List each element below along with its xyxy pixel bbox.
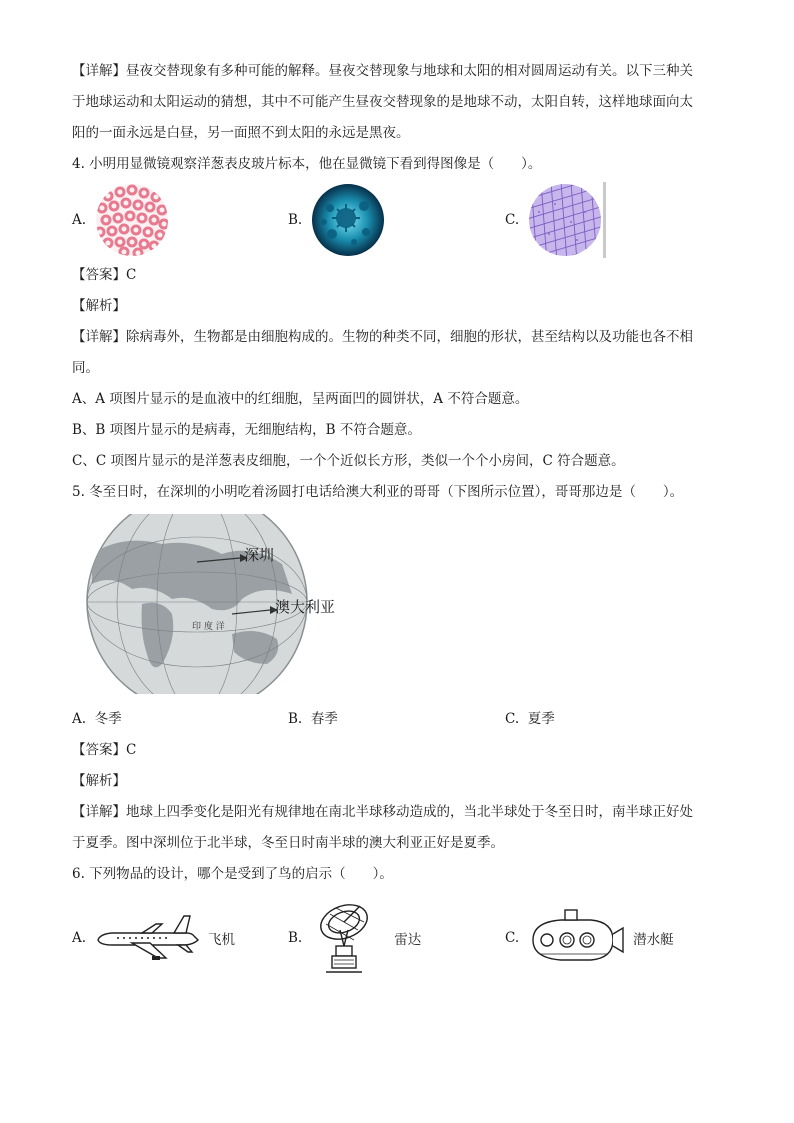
globe-image	[82, 514, 412, 694]
q5-choice-b-letter: B.	[288, 711, 303, 727]
q5-choices	[72, 704, 722, 735]
map-label-australia: 澳大利亚	[275, 598, 336, 616]
q5-choice-c-letter: C.	[505, 711, 520, 727]
globe-figure	[72, 514, 722, 704]
q5-detail-line2: 于夏季。图中深圳位于北半球，冬至日时南半球的澳大利亚正好是夏季。	[72, 835, 504, 851]
map-label-shenzhen: 深圳	[244, 546, 275, 564]
prev-detail-line3: 阳的一面永远是白昼，另一面照不到太阳的永远是黑夜。	[72, 125, 410, 141]
red-blood-cells-image	[94, 182, 170, 258]
q6-option-c-text: 潜水艇	[633, 932, 674, 948]
onion-epidermis-image	[527, 182, 609, 258]
q6-option-a-text: 飞机	[208, 932, 236, 948]
q4-answer: 【答案】C	[72, 267, 137, 283]
prev-detail-line1: 【详解】昼夜交替现象有多种可能的解释。昼夜交替现象与地球和太阳的相对圆周运动有关。以下三种关	[72, 63, 693, 79]
q4-option-c[interactable]	[505, 180, 609, 260]
q5-choice-a-text: 冬季	[94, 711, 122, 727]
q5-choice-c[interactable]	[505, 704, 555, 735]
prev-detail-line2: 于地球运动和太阳运动的猜想，其中不可能产生昼夜交替现象的是地球不动，太阳自转，这样地球面向太	[72, 94, 693, 110]
submarine-icon	[527, 906, 627, 970]
radar-icon	[310, 900, 380, 976]
q6-option-b-letter: B.	[288, 930, 303, 946]
q6-options	[72, 898, 722, 982]
q5-stem: 5. 冬至日时，在深圳的小明吃着汤圆打电话给澳大利亚的哥哥（下图所示位置），哥哥那边是（ ）。	[72, 484, 684, 500]
q4-detail-a: A、A 项图片显示的是血液中的红细胞，呈两面凹的圆饼状，A 不符合题意。	[72, 391, 529, 407]
globe-inner-label: 印 度 洋	[192, 622, 225, 632]
q6-option-a[interactable]	[72, 898, 235, 978]
q5-answer: 【答案】C	[72, 742, 137, 758]
page-content	[72, 56, 722, 982]
virus-image	[310, 182, 386, 258]
q5-choice-b-text: 春季	[310, 711, 338, 727]
q4-option-c-letter: C.	[505, 212, 520, 228]
airplane-icon	[94, 910, 202, 966]
q4-options	[72, 180, 722, 260]
q4-detail-b: B、B 项图片显示的是病毒，无细胞结构，B 不符合题意。	[72, 422, 421, 438]
q6-option-c[interactable]	[505, 898, 674, 978]
q5-choice-a[interactable]	[72, 704, 122, 735]
q4-option-a[interactable]	[72, 180, 170, 260]
q4-stem: 4. 小明用显微镜观察洋葱表皮玻片标本，他在显微镜下看到得图像是（ ）。	[72, 156, 542, 172]
q5-choice-a-letter: A.	[72, 711, 87, 727]
q4-option-a-letter: A.	[72, 212, 87, 228]
q4-option-b-letter: B.	[288, 212, 303, 228]
q5-choice-c-text: 夏季	[527, 711, 555, 727]
q6-stem: 6. 下列物品的设计，哪个是受到了鸟的启示（ ）。	[72, 866, 393, 882]
q4-detail-line2: 同。	[72, 360, 99, 376]
q5-choice-b[interactable]	[288, 704, 338, 735]
q5-detail-line1: 【详解】地球上四季变化是阳光有规律地在南北半球移动造成的，当北半球处于冬至日时，南半球正好处	[72, 804, 693, 820]
q4-detail-c: C、C 项图片显示的是洋葱表皮细胞，一个个近似长方形，类似一个个小房间，C 符合题意。	[72, 453, 625, 469]
q4-option-b[interactable]	[288, 180, 386, 260]
q6-option-b[interactable]	[288, 898, 421, 978]
q4-analysis: 【解析】	[72, 298, 126, 314]
q5-analysis: 【解析】	[72, 773, 126, 789]
q6-option-b-text: 雷达	[394, 932, 422, 948]
q6-option-a-letter: A.	[72, 930, 87, 946]
q6-option-c-letter: C.	[505, 930, 520, 946]
q4-detail-line1: 【详解】除病毒外，生物都是由细胞构成的。生物的种类不同，细胞的形状，甚至结构以及功能也各不相	[72, 329, 693, 345]
